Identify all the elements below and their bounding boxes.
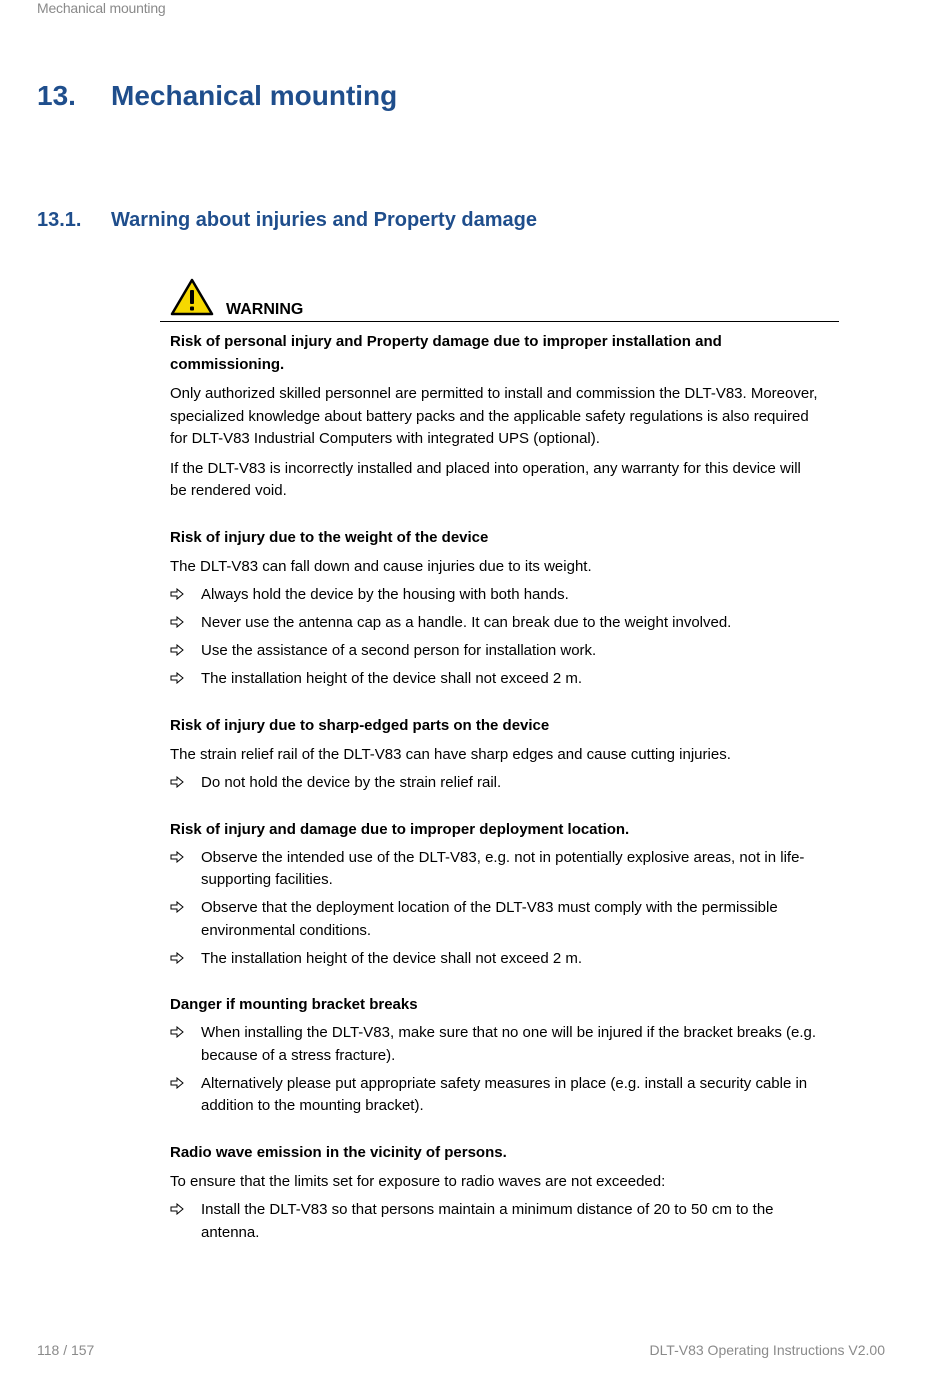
list-item-text: Install the DLT-V83 so that persons maintain a minimum distance of 20 to 50 cm to the antenna. bbox=[201, 1201, 774, 1241]
arrow-right-icon bbox=[170, 588, 185, 600]
chapter-title: Mechanical mounting bbox=[111, 80, 398, 111]
risk-section-title: Radio wave emission in the vicinity of persons. bbox=[170, 1143, 507, 1161]
warning-intro-paragraph: If the DLT-V83 is incorrectly installed and placed into operation, any warranty for this device will be rendered void. bbox=[170, 459, 801, 499]
list-item bbox=[170, 640, 819, 663]
arrow-right-icon bbox=[170, 1077, 185, 1089]
list-item-text: Always hold the device by the housing with both hands. bbox=[201, 586, 569, 603]
running-header: Mechanical mounting bbox=[37, 0, 166, 16]
risk-section-title: Risk of injury due to sharp-edged parts on the device bbox=[170, 716, 550, 734]
risk-list bbox=[170, 847, 819, 971]
risk-list bbox=[170, 1199, 819, 1244]
warning-body bbox=[160, 331, 839, 1244]
chapter-number: 13. bbox=[37, 80, 76, 111]
list-item-text: Observe that the deployment location of the DLT-V83 must comply with the permissible environmental conditions. bbox=[201, 899, 778, 939]
arrow-right-icon bbox=[170, 1026, 185, 1038]
arrow-right-icon bbox=[170, 616, 185, 628]
warning-intro-paragraph: Only authorized skilled personnel are permitted to install and commission the DLT-V83. Moreover, specialized knowledge about battery packs and the applicable safety regulations is also required for DLT-V83 Industrial Computers with integrated UPS (optional). bbox=[170, 385, 818, 447]
arrow-right-icon bbox=[170, 776, 185, 788]
list-item bbox=[170, 897, 819, 942]
arrow-right-icon bbox=[170, 901, 185, 913]
document-title: DLT-V83 Operating Instructions V2.00 bbox=[649, 1342, 885, 1358]
warning-box bbox=[160, 276, 839, 1244]
risk-list bbox=[170, 772, 819, 795]
risk-section-title: Danger if mounting bracket breaks bbox=[170, 996, 418, 1013]
list-item bbox=[170, 1073, 819, 1118]
risk-section-text: To ensure that the limits set for exposure to radio waves are not exceeded: bbox=[170, 1173, 666, 1190]
list-item-text: Do not hold the device by the strain relief rail. bbox=[201, 774, 502, 791]
list-item-text: Never use the antenna cap as a handle. It can break due to the weight involved. bbox=[201, 614, 732, 631]
list-item-text: The installation height of the device shall not exceed 2 m. bbox=[201, 949, 583, 967]
section-number: 13.1. bbox=[37, 209, 82, 231]
arrow-right-icon bbox=[170, 1203, 185, 1215]
warning-intro-title: Risk of personal injury and Property damage due to improper installation and commissioning. bbox=[170, 333, 722, 373]
list-item-text: The installation height of the device shall not exceed 2 m. bbox=[201, 670, 583, 687]
arrow-right-icon bbox=[170, 851, 185, 863]
risk-list bbox=[170, 1022, 819, 1118]
arrow-right-icon bbox=[170, 952, 185, 964]
list-item bbox=[170, 772, 819, 795]
warning-triangle-icon bbox=[170, 278, 214, 316]
list-item-text: When installing the DLT-V83, make sure that no one will be injured if the bracket breaks (e.g. because of a stress fracture). bbox=[201, 1024, 817, 1064]
risk-section-text: The DLT-V83 can fall down and cause injuries due to its weight. bbox=[170, 558, 592, 575]
list-item bbox=[170, 1022, 819, 1067]
list-item bbox=[170, 847, 819, 892]
list-item bbox=[170, 612, 819, 635]
list-item bbox=[170, 948, 819, 971]
warning-header bbox=[160, 276, 839, 322]
risk-section-title: Risk of injury due to the weight of the device bbox=[170, 528, 489, 546]
risk-section-text: The strain relief rail of the DLT-V83 can have sharp edges and cause cutting injuries. bbox=[170, 746, 731, 763]
risk-list bbox=[170, 584, 819, 691]
list-item-text: Observe the intended use of the DLT-V83, e.g. not in potentially explosive areas, not in life-supporting facilities. bbox=[201, 848, 805, 888]
list-item bbox=[170, 668, 819, 691]
arrow-right-icon bbox=[170, 672, 185, 684]
section-title: Warning about injuries and Property damage bbox=[111, 209, 537, 231]
list-item bbox=[170, 584, 819, 607]
chapter-heading bbox=[37, 80, 397, 112]
section-heading bbox=[37, 209, 537, 232]
risk-section-title: Risk of injury and damage due to improper deployment location. bbox=[170, 820, 630, 838]
list-item bbox=[170, 1199, 819, 1244]
list-item-text: Alternatively please put appropriate safety measures in place (e.g. install a security cable in addition to the mounting bracket). bbox=[201, 1074, 808, 1114]
list-item-text: Use the assistance of a second person for installation work. bbox=[201, 642, 597, 659]
arrow-right-icon bbox=[170, 644, 185, 656]
warning-label: WARNING bbox=[226, 301, 304, 318]
page-number: 118 / 157 bbox=[37, 1342, 95, 1358]
